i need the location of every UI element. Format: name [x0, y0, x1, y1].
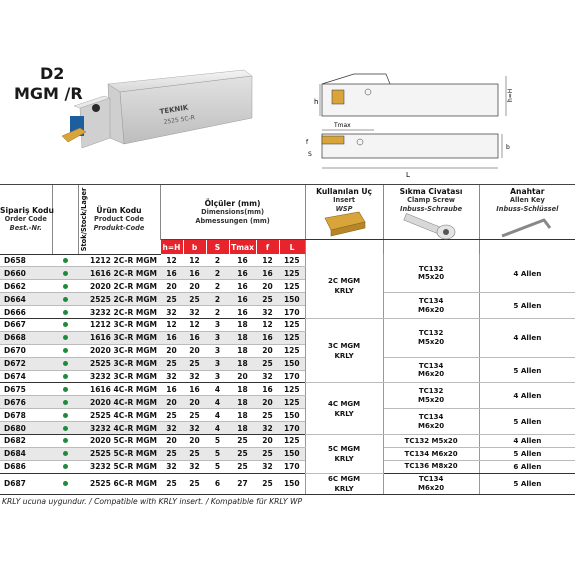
- header-insert: Kullanılan Uç Insert WSP: [305, 185, 383, 240]
- table-group: [0, 383, 575, 435]
- dimension-cell: 16: [160, 331, 183, 344]
- dimension-cell: 150: [279, 447, 305, 460]
- tool-code: 2525 5C-R: [163, 114, 196, 126]
- dimension-cell: 20: [256, 280, 279, 293]
- allen-key-cell: 5 Allen: [479, 447, 575, 460]
- dimension-cell: 5: [206, 434, 229, 447]
- header-dimensions: Ölçüler (mm) Dimensions(mm) Abmessungen (mm): [160, 185, 305, 240]
- in-stock-dot-icon: [63, 387, 68, 392]
- product-code-cell: 2020 2C-R MGM: [78, 280, 160, 293]
- unit-b: b: [183, 240, 206, 255]
- product-code-cell: 2525 3C-R MGM: [78, 357, 160, 370]
- product-code-cell: 1212 3C-R MGM: [78, 318, 160, 331]
- header-screw: Sıkma Civatası Clamp Screw Inbuss-Schraube: [383, 185, 479, 240]
- dimension-cell: 16: [183, 383, 206, 396]
- clamp-screw-cell: [383, 318, 479, 357]
- dimension-cell: 16: [160, 383, 183, 396]
- stock-cell: [52, 396, 78, 409]
- dimension-cell: 12: [160, 254, 183, 267]
- product-code-cell: 3232 5C-R MGM: [78, 460, 160, 473]
- dim-s: S: [308, 151, 312, 158]
- order-code-cell: D680: [0, 422, 52, 435]
- dimension-cell: 125: [279, 280, 305, 293]
- clamp-screw-cell: [383, 409, 479, 435]
- header-product-code: Ürün Kodu Product Code Produkt-Code: [78, 185, 160, 255]
- stock-cell: [52, 331, 78, 344]
- dimension-cell: 20: [183, 280, 206, 293]
- clamp-screw-line: TC132: [418, 387, 444, 396]
- dimension-cell: 18: [229, 357, 256, 370]
- clamp-screw-cell: [383, 434, 479, 447]
- insert-type-cell: [305, 473, 383, 494]
- dimension-cell: 18: [229, 318, 256, 331]
- order-code-cell: D675: [0, 383, 52, 396]
- stock-cell: [52, 318, 78, 331]
- insert-type-line: KRLY: [334, 454, 354, 463]
- dimension-cell: 32: [256, 306, 279, 319]
- dimension-cell: 20: [256, 344, 279, 357]
- in-stock-dot-icon: [63, 413, 68, 418]
- dimension-cell: 3: [206, 318, 229, 331]
- dim-h: h: [314, 98, 319, 106]
- stock-cell: [52, 357, 78, 370]
- dimension-cell: 150: [279, 293, 305, 306]
- tool-brand: TEKNIK: [159, 103, 189, 116]
- dimension-cell: 5: [206, 460, 229, 473]
- dimension-cell: 4: [206, 383, 229, 396]
- dimension-cell: 20: [183, 396, 206, 409]
- dimension-cell: 16: [229, 280, 256, 293]
- product-code-cell: 1616 4C-R MGM: [78, 383, 160, 396]
- dimension-cell: 125: [279, 383, 305, 396]
- table-row: [0, 293, 575, 306]
- order-code-cell: D658: [0, 254, 52, 267]
- dimension-cell: 20: [256, 396, 279, 409]
- in-stock-dot-icon: [63, 322, 68, 327]
- dimension-cell: 2: [206, 306, 229, 319]
- dimension-cell: 12: [256, 318, 279, 331]
- product-code-cell: 2525 6C-R MGM: [78, 473, 160, 494]
- dimension-cell: 32: [183, 370, 206, 383]
- dimension-cell: 25: [183, 357, 206, 370]
- product-code-cell: 3232 2C-R MGM: [78, 306, 160, 319]
- in-stock-dot-icon: [63, 426, 68, 431]
- order-code-cell: D662: [0, 280, 52, 293]
- table-group: [0, 434, 575, 473]
- order-code-cell: D668: [0, 331, 52, 344]
- dimension-cell: 20: [160, 434, 183, 447]
- clamp-screw-line: TC132 M5x20: [404, 436, 458, 445]
- clamp-screw-line: TC134: [418, 361, 444, 370]
- dimension-cell: 18: [229, 409, 256, 422]
- dimension-cell: 20: [183, 434, 206, 447]
- in-stock-dot-icon: [63, 438, 68, 443]
- in-stock-dot-icon: [63, 451, 68, 456]
- stock-cell: [52, 306, 78, 319]
- dimension-cell: 25: [160, 357, 183, 370]
- dimension-cell: 12: [160, 318, 183, 331]
- insert-type-cell: [305, 254, 383, 318]
- dimension-cell: 25: [183, 447, 206, 460]
- dim-b: b: [506, 144, 510, 151]
- product-code-cell: 2525 5C-R MGM: [78, 447, 160, 460]
- dimension-cell: 16: [160, 267, 183, 280]
- dim-tmax: Tmax: [334, 122, 351, 129]
- in-stock-dot-icon: [63, 400, 68, 405]
- dimension-cell: 32: [160, 460, 183, 473]
- order-code-cell: D678: [0, 409, 52, 422]
- stock-cell: [52, 409, 78, 422]
- dimension-cell: 125: [279, 344, 305, 357]
- dimension-cell: 25: [160, 447, 183, 460]
- allen-key-cell: 5 Allen: [479, 409, 575, 435]
- dimension-cell: 125: [279, 267, 305, 280]
- dimension-cell: 4: [206, 409, 229, 422]
- dimension-cell: 20: [160, 396, 183, 409]
- dimension-cell: 125: [279, 318, 305, 331]
- dimension-cell: 25: [256, 357, 279, 370]
- dimension-cell: 4: [206, 396, 229, 409]
- dimension-cell: 12: [256, 254, 279, 267]
- clamp-screw-line: M6x20: [418, 483, 445, 492]
- dimension-cell: 2: [206, 280, 229, 293]
- dimension-cell: 150: [279, 357, 305, 370]
- allen-key-cell: 4 Allen: [479, 383, 575, 409]
- clamp-screw-line: M5x20: [418, 273, 445, 282]
- order-code-cell: D660: [0, 267, 52, 280]
- dimension-cell: 2: [206, 254, 229, 267]
- order-code-cell: D664: [0, 293, 52, 306]
- dimension-cell: 6: [206, 473, 229, 494]
- unit-s: S: [206, 240, 229, 255]
- stock-cell: [52, 293, 78, 306]
- insert-type-line: 5C MGM: [328, 444, 361, 453]
- insert-type-line: KRLY: [334, 351, 354, 360]
- clamp-screw-line: TC132: [418, 329, 444, 338]
- dimension-cell: 25: [256, 473, 279, 494]
- dimension-cell: 16: [229, 254, 256, 267]
- in-stock-dot-icon: [63, 297, 68, 302]
- dim-f: f: [306, 139, 309, 146]
- dimension-cell: 32: [183, 460, 206, 473]
- insert-type-cell: [305, 434, 383, 473]
- stock-cell: [52, 383, 78, 396]
- clamp-screw-line: TC134 M6x20: [404, 449, 458, 458]
- insert-type-line: 4C MGM: [328, 399, 361, 408]
- clamp-screw-line: TC134: [418, 413, 444, 422]
- dimension-cell: 25: [256, 447, 279, 460]
- allen-key-image: [479, 240, 575, 255]
- spec-table: [0, 184, 575, 495]
- in-stock-dot-icon: [63, 284, 68, 289]
- clamp-screw-line: TC136 M8x20: [404, 462, 458, 471]
- dimension-cell: 32: [160, 370, 183, 383]
- insert-type-line: 2C MGM: [328, 276, 361, 285]
- allen-key-cell: 4 Allen: [479, 434, 575, 447]
- footnote: KRLY ucuna uygundur. / Compatible with KRLY insert. / Kompatible für KRLY WP: [2, 497, 303, 506]
- dim-h1: h=H: [507, 88, 514, 102]
- header-order-code: Sipariş Kodu Order Code Best.-Nr.: [0, 185, 52, 255]
- table-row: [0, 473, 575, 494]
- dimension-cell: 32: [256, 460, 279, 473]
- dimension-cell: 27: [229, 473, 256, 494]
- product-code-cell: 2525 2C-R MGM: [78, 293, 160, 306]
- product-code-cell: 1616 2C-R MGM: [78, 267, 160, 280]
- in-stock-dot-icon: [63, 481, 68, 486]
- allen-key-cell: 4 Allen: [479, 318, 575, 357]
- allen-key-cell: 5 Allen: [479, 293, 575, 319]
- product-code-cell: 2020 5C-R MGM: [78, 434, 160, 447]
- dimension-cell: 150: [279, 473, 305, 494]
- order-code-cell: D670: [0, 344, 52, 357]
- clamp-screw-line: M6x20: [418, 370, 445, 379]
- table-row: [0, 434, 575, 447]
- in-stock-dot-icon: [63, 348, 68, 353]
- dimension-cell: 18: [229, 422, 256, 435]
- dimension-cell: 25: [229, 447, 256, 460]
- header-key: Anahtar Allen Key Inbuss-Schlüssel: [479, 185, 575, 240]
- insert-type-line: 6C MGM: [328, 474, 361, 483]
- table-row: [0, 383, 575, 396]
- stock-cell: [52, 473, 78, 494]
- dimension-cell: 32: [183, 422, 206, 435]
- order-code-cell: D676: [0, 396, 52, 409]
- in-stock-dot-icon: [63, 258, 68, 263]
- dimension-cell: 12: [183, 254, 206, 267]
- table-row: [0, 447, 575, 460]
- clamp-screw-line: TC132: [418, 264, 444, 273]
- dimension-cell: 150: [279, 409, 305, 422]
- dimension-cell: 16: [256, 267, 279, 280]
- clamp-screw-line: M6x20: [418, 305, 445, 314]
- dimension-cell: 12: [183, 318, 206, 331]
- technical-drawing: [294, 70, 564, 182]
- dimension-cell: 16: [256, 383, 279, 396]
- dimension-cell: 25: [183, 293, 206, 306]
- insert-type-line: KRLY: [334, 286, 354, 295]
- dimension-cell: 16: [183, 331, 206, 344]
- dimension-cell: 25: [256, 293, 279, 306]
- order-code-cell: D684: [0, 447, 52, 460]
- dimension-cell: 3: [206, 331, 229, 344]
- stock-cell: [52, 434, 78, 447]
- dimension-cell: 25: [160, 473, 183, 494]
- dim-l: L: [406, 171, 410, 179]
- insert-type-cell: [305, 318, 383, 382]
- insert-type-line: 3C MGM: [328, 341, 361, 350]
- dimension-cell: 25: [229, 460, 256, 473]
- order-code-cell: D687: [0, 473, 52, 494]
- dimension-cell: 16: [229, 267, 256, 280]
- in-stock-dot-icon: [63, 374, 68, 379]
- table-row: [0, 357, 575, 370]
- dimension-cell: 25: [183, 473, 206, 494]
- product-code-cell: 3232 4C-R MGM: [78, 422, 160, 435]
- dimension-cell: 125: [279, 434, 305, 447]
- insert-type-line: KRLY: [334, 409, 354, 418]
- unit-l: L: [279, 240, 305, 255]
- dimension-cell: 16: [256, 331, 279, 344]
- allen-key-cell: 5 Allen: [479, 473, 575, 494]
- allen-key-cell: 5 Allen: [479, 357, 575, 383]
- insert-image: [305, 240, 383, 255]
- clamp-screw-line: M6x20: [418, 421, 445, 430]
- clamp-screw-cell: [383, 473, 479, 494]
- stock-cell: [52, 254, 78, 267]
- table-row: [0, 318, 575, 331]
- clamp-screw-cell: [383, 447, 479, 460]
- page-title-line1: D2: [40, 64, 65, 83]
- clamp-screw-line: M5x20: [418, 395, 445, 404]
- clamp-screw-cell: [383, 293, 479, 319]
- product-code-cell: 1616 3C-R MGM: [78, 331, 160, 344]
- allen-key-cell: 4 Allen: [479, 254, 575, 293]
- clamp-screw-line: TC134: [418, 475, 444, 484]
- order-code-cell: D674: [0, 370, 52, 383]
- dimension-cell: 18: [229, 331, 256, 344]
- header-stock: Stok/Stock/Lager: [52, 185, 78, 255]
- dimension-cell: 32: [256, 422, 279, 435]
- dimension-cell: 20: [229, 370, 256, 383]
- stock-cell: [52, 280, 78, 293]
- dimension-cell: 170: [279, 306, 305, 319]
- insert-type-cell: [305, 383, 383, 435]
- dimension-cell: 25: [160, 293, 183, 306]
- dimension-cell: 32: [183, 306, 206, 319]
- screw-image: [383, 240, 479, 255]
- product-code-cell: 1212 2C-R MGM: [78, 254, 160, 267]
- product-code-cell: 2525 4C-R MGM: [78, 409, 160, 422]
- table-group: [0, 254, 575, 318]
- dimension-cell: 2: [206, 267, 229, 280]
- in-stock-dot-icon: [63, 310, 68, 315]
- in-stock-dot-icon: [63, 271, 68, 276]
- dimension-cell: 4: [206, 422, 229, 435]
- dimension-cell: 125: [279, 396, 305, 409]
- dimension-cell: 32: [256, 370, 279, 383]
- product-code-cell: 3232 3C-R MGM: [78, 370, 160, 383]
- stock-cell: [52, 344, 78, 357]
- dimension-cell: 3: [206, 357, 229, 370]
- dimension-cell: 3: [206, 370, 229, 383]
- dimension-cell: 25: [183, 409, 206, 422]
- dimension-cell: 25: [256, 409, 279, 422]
- dimension-cell: 20: [160, 280, 183, 293]
- unit-f: f: [256, 240, 279, 255]
- dimension-cell: 32: [160, 306, 183, 319]
- stock-cell: [52, 447, 78, 460]
- table-row: [0, 460, 575, 473]
- order-code-cell: D672: [0, 357, 52, 370]
- dimension-cell: 170: [279, 460, 305, 473]
- dimension-cell: 25: [160, 409, 183, 422]
- dimension-cell: 18: [229, 383, 256, 396]
- unit-tmax: Tmax: [229, 240, 256, 255]
- stock-cell: [52, 422, 78, 435]
- dimension-cell: 170: [279, 422, 305, 435]
- in-stock-dot-icon: [63, 361, 68, 366]
- table-row: [0, 254, 575, 267]
- dimension-cell: 16: [183, 267, 206, 280]
- dimension-cell: 16: [229, 293, 256, 306]
- dimension-cell: 20: [160, 344, 183, 357]
- clamp-screw-cell: [383, 460, 479, 473]
- order-code-cell: D666: [0, 306, 52, 319]
- insert-type-line: KRLY: [334, 484, 354, 493]
- allen-key-cell: 6 Allen: [479, 460, 575, 473]
- table-row: [0, 409, 575, 422]
- dimension-cell: 125: [279, 331, 305, 344]
- dimension-cell: 170: [279, 370, 305, 383]
- in-stock-dot-icon: [63, 335, 68, 340]
- dimension-cell: 3: [206, 344, 229, 357]
- dimension-cell: 32: [160, 422, 183, 435]
- stock-cell: [52, 267, 78, 280]
- product-code-cell: 2020 4C-R MGM: [78, 396, 160, 409]
- clamp-screw-cell: [383, 357, 479, 383]
- dimension-cell: 18: [229, 344, 256, 357]
- clamp-screw-line: M5x20: [418, 337, 445, 346]
- product-code-cell: 2020 3C-R MGM: [78, 344, 160, 357]
- order-code-cell: D667: [0, 318, 52, 331]
- clamp-screw-line: TC134: [418, 297, 444, 306]
- dimension-cell: 25: [229, 434, 256, 447]
- clamp-screw-cell: [383, 383, 479, 409]
- table-group: [0, 473, 575, 494]
- dimension-cell: 20: [183, 344, 206, 357]
- dimension-cell: 5: [206, 447, 229, 460]
- page-title-line2: MGM /R: [14, 84, 83, 103]
- table-group: [0, 318, 575, 382]
- in-stock-dot-icon: [63, 464, 68, 469]
- order-code-cell: D686: [0, 460, 52, 473]
- unit-h: h=H: [160, 240, 183, 255]
- dimension-cell: 18: [229, 396, 256, 409]
- dimension-cell: 20: [256, 434, 279, 447]
- tool-holder-photo: [60, 62, 260, 180]
- clamp-screw-cell: [383, 254, 479, 293]
- dimension-cell: 2: [206, 293, 229, 306]
- stock-cell: [52, 460, 78, 473]
- dimension-cell: 125: [279, 254, 305, 267]
- order-code-cell: D682: [0, 434, 52, 447]
- stock-cell: [52, 370, 78, 383]
- dimension-cell: 16: [229, 306, 256, 319]
